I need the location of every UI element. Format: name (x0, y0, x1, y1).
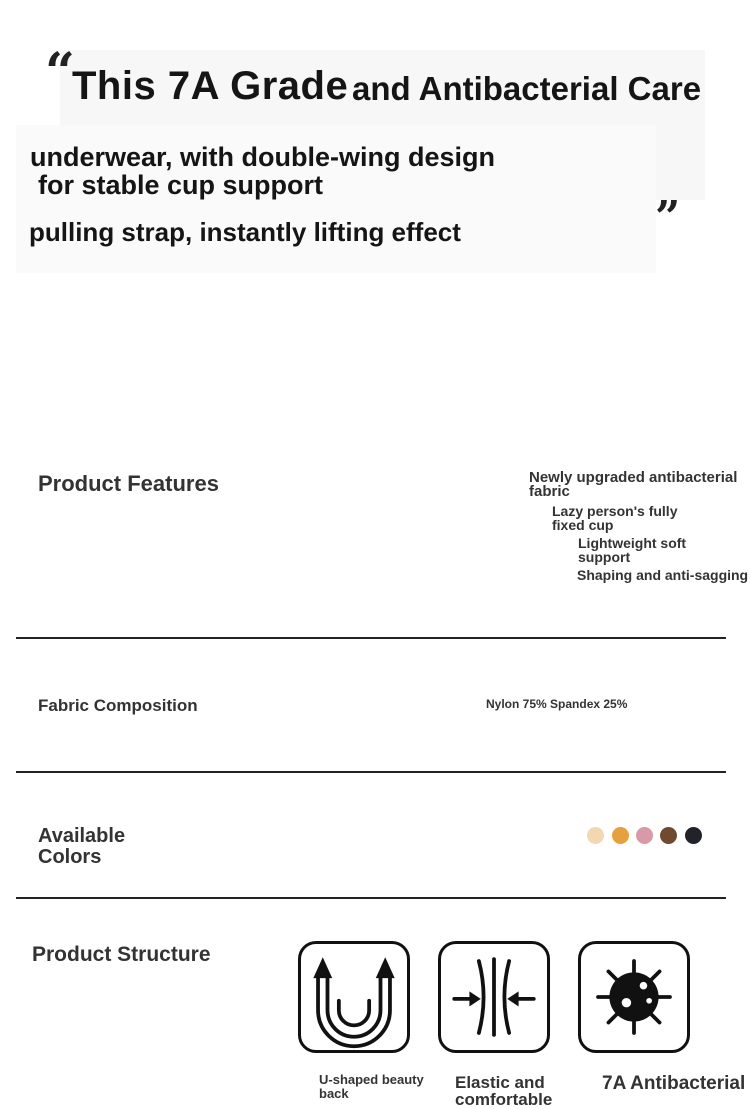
hero-line-3: pulling strap, instantly lifting effect (29, 217, 461, 247)
hero-line-1: underwear, with double-wing design (30, 142, 496, 172)
color-swatch-orange[interactable] (612, 827, 629, 844)
divider-1 (16, 637, 726, 639)
feature-item-4: Shaping and anti-sagging (577, 567, 749, 583)
hero-title-part1: This 7A Grade (72, 64, 349, 108)
color-swatch-black[interactable] (685, 827, 702, 844)
structure-caption-3: 7A Antibacterial (602, 1073, 746, 1094)
structure-caption-1: U-shaped beauty back (319, 1072, 424, 1101)
feature-item-3: Lightweight soft support (578, 535, 687, 565)
color-swatch-beige[interactable] (587, 827, 604, 844)
color-swatch-brown[interactable] (660, 827, 677, 844)
features-title: Product Features (38, 471, 219, 496)
structure-caption-2: Elastic and comfortable (455, 1073, 553, 1109)
feature-item-2: Lazy person's fully fixed cup (552, 503, 678, 533)
close-quote-mark: ” (655, 192, 681, 243)
open-quote-mark: “ (45, 42, 75, 103)
elastic-compress-icon (438, 941, 550, 1053)
antibacterial-virus-icon (578, 941, 690, 1053)
divider-3 (16, 897, 726, 899)
fabric-title: Fabric Composition (38, 696, 198, 715)
color-swatch-pink[interactable] (636, 827, 653, 844)
fabric-value: Nylon 75% Spandex 25% (486, 697, 628, 711)
feature-item-1: Newly upgraded antibacterial fabric (529, 469, 738, 500)
divider-2 (16, 771, 726, 773)
u-shaped-arrows-icon (298, 941, 410, 1053)
hero-line-2: for stable cup support (38, 170, 324, 200)
colors-title: Available Colors (38, 825, 126, 868)
structure-title: Product Structure (32, 943, 211, 966)
hero-title-part2: and Antibacterial Care (352, 70, 702, 107)
